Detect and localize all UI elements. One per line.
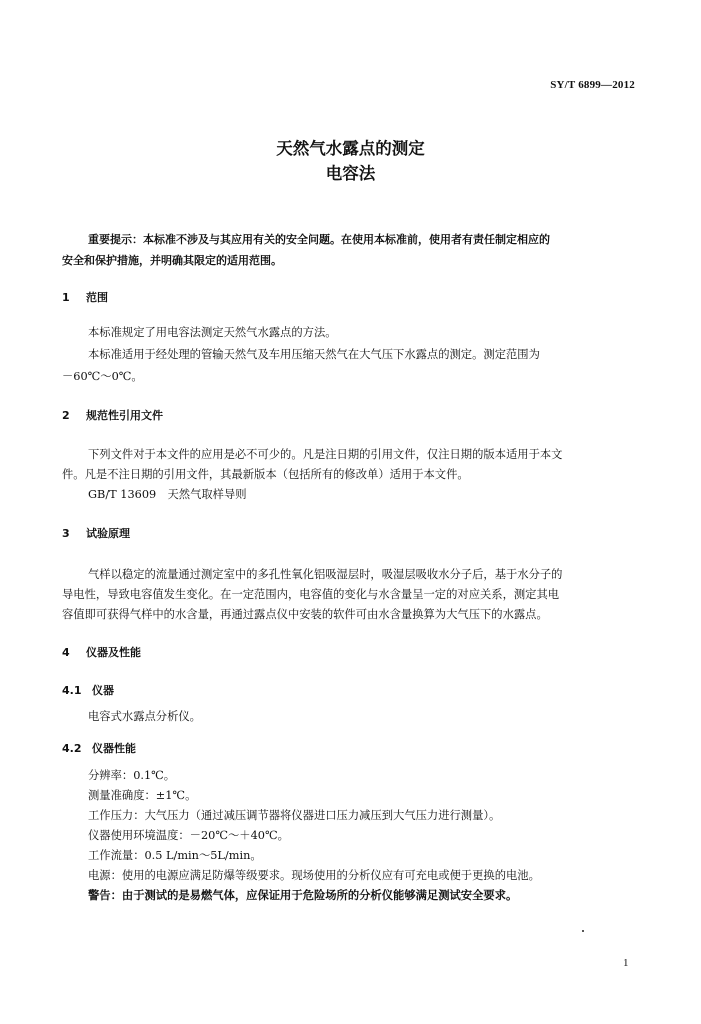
spec-item-flow: 工作流量：0.5 L/min～5L/min。 bbox=[88, 849, 262, 862]
section-4-1-text: 电容式水露点分析仪。 bbox=[88, 710, 201, 723]
spec-item-pressure: 工作压力：大气压力（通过减压调节器将仪器进口压力减压到大气压力进行测量）。 bbox=[88, 809, 501, 822]
section-2-reference: GB/T 13609 天然气取样导则 bbox=[88, 488, 247, 501]
spec-item-temperature: 仪器使用环境温度：－20℃～＋40℃。 bbox=[88, 829, 289, 842]
section-3-heading: 3 试验原理 bbox=[62, 527, 130, 540]
notice-line-1 bbox=[62, 229, 640, 251]
notice-line-2: 安全和保护措施，并明确其限定的适用范围。 bbox=[62, 254, 282, 267]
section-2-heading: 2 规范性引用文件 bbox=[62, 409, 163, 422]
section-4-heading: 4 仪器及性能 bbox=[62, 646, 141, 659]
section-4-2-heading: 4.2 仪器性能 bbox=[62, 742, 136, 755]
section-1-para-2b: －60℃～0℃。 bbox=[62, 370, 143, 383]
section-3-line-3: 容值即可获得气样中的水含量，再通过露点仪中安装的软件可由水含量换算为大气压下的水露点。 bbox=[62, 608, 548, 621]
warning-text: 警告：由于测试的是易燃气体，应保证用于危险场所的分析仪能够满足测试安全要求。 bbox=[88, 889, 518, 902]
section-1-para-1: 本标准规定了用电容法测定天然气水露点的方法。 bbox=[88, 326, 337, 339]
section-3-line-1: 气样以稳定的流量通过测定室中的多孔性氧化铝吸湿层时，吸湿层吸收水分子后，基于水分子的 bbox=[88, 568, 563, 581]
document-title: 天然气水露点的测定 bbox=[276, 139, 425, 158]
notice-label: 重要提示： bbox=[88, 233, 143, 246]
spec-item-accuracy: 测量准确度：±1℃。 bbox=[88, 789, 197, 802]
section-4-1-heading: 4.1 仪器 bbox=[62, 684, 114, 697]
section-1-heading: 1 范围 bbox=[62, 291, 108, 304]
section-2-para-1b: 件。凡是不注日期的引用文件，其最新版本（包括所有的修改单）适用于本文件。 bbox=[62, 468, 469, 481]
spec-item-resolution: 分辨率：0.1℃。 bbox=[88, 769, 176, 782]
section-2-para-1a: 下列文件对于本文件的应用是必不可少的。凡是注日期的引用文件，仅注日期的版本适用于本文 bbox=[88, 448, 563, 461]
stray-mark bbox=[582, 930, 584, 932]
notice-text-1: 本标准不涉及与其应用有关的安全问题。在使用本标准前，使用者有责任制定相应的 bbox=[143, 233, 550, 246]
document-subtitle: 电容法 bbox=[325, 164, 376, 183]
standard-number: SY/T 6899—2012 bbox=[550, 79, 635, 91]
section-3-line-2: 导电性，导致电容值发生变化。在一定范围内，电容值的变化与水含量呈一定的对应关系，测定其电 bbox=[62, 588, 560, 601]
section-1-para-2a: 本标准适用于经处理的管输天然气及车用压缩天然气在大气压下水露点的测定。测定范围为 bbox=[88, 348, 540, 361]
spec-item-power: 电源：使用的电源应满足防爆等级要求。现场使用的分析仪应有可充电或便于更换的电池。 bbox=[88, 869, 540, 882]
page-number: 1 bbox=[623, 957, 629, 969]
